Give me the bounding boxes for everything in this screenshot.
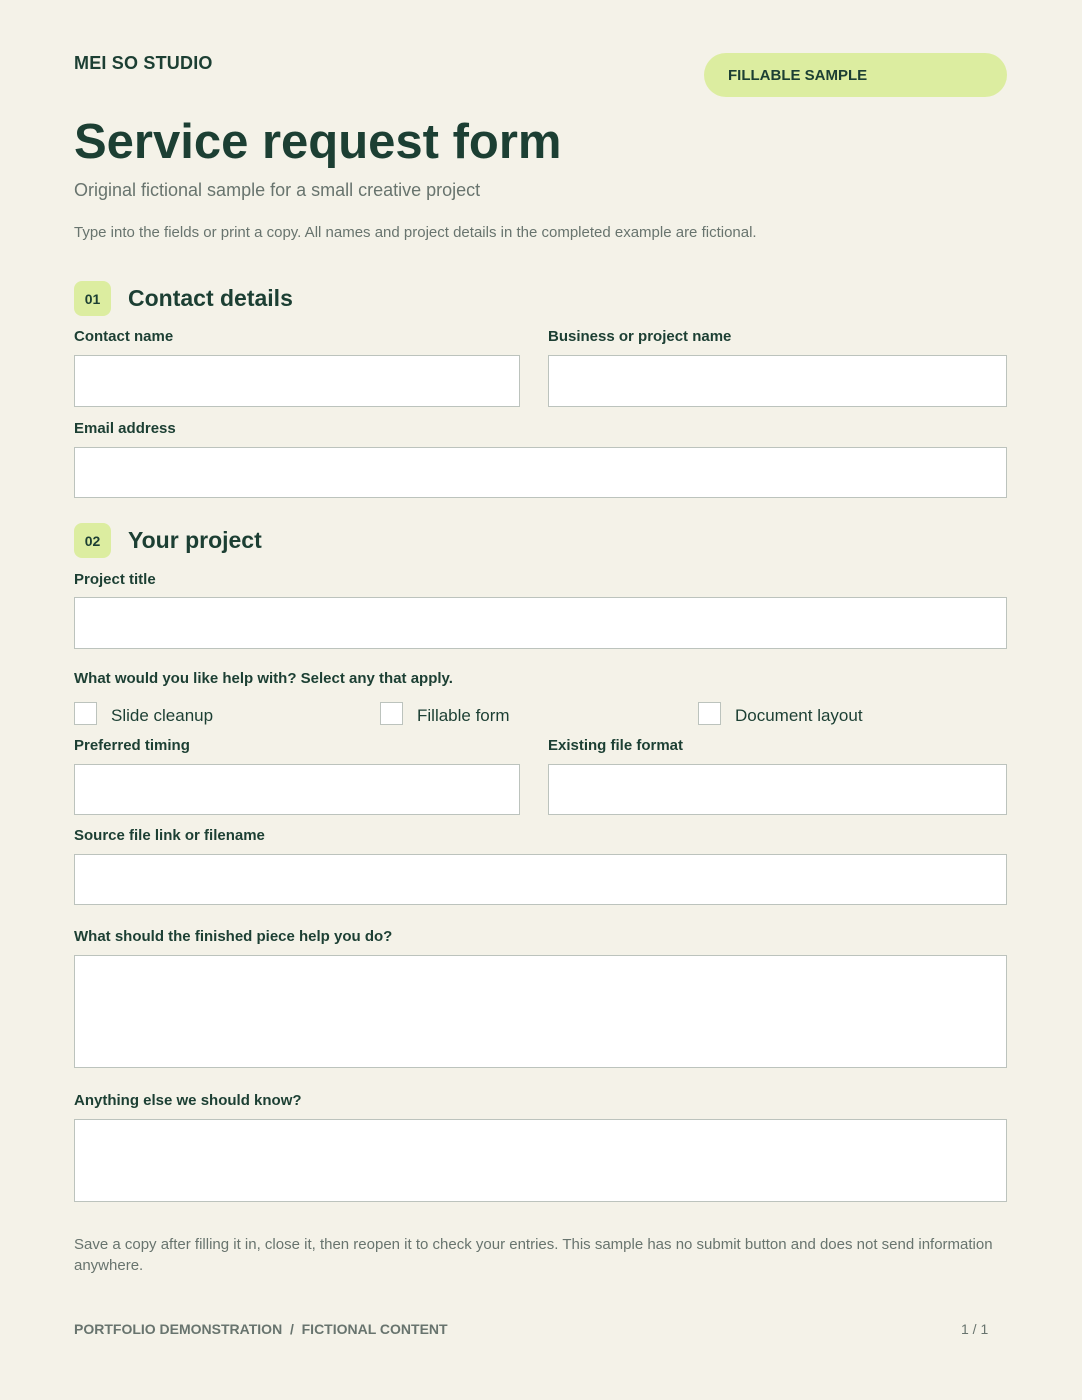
slide-cleanup-label: Slide cleanup [111,706,214,725]
document-layout-checkbox[interactable] [698,702,721,725]
section-number-contact: 01 [74,281,111,316]
goal-textarea[interactable] [74,955,1007,1068]
fillable-sample-badge [704,53,1007,97]
project-title-label: Project title [74,571,156,588]
source-file-label: Source file link or filename [74,827,265,844]
timing-field[interactable] [74,764,520,815]
source-file-field[interactable] [74,854,1007,905]
project-title-field[interactable] [74,597,1007,649]
anything-else-label: Anything else we should know? [74,1092,302,1109]
fillable-form-checkbox[interactable] [380,702,403,725]
contact-name-field[interactable] [74,355,520,407]
timing-label: Preferred timing [74,737,190,754]
page-subtitle: Original fictional sample for a small creative project [74,180,481,200]
section-number-project: 02 [74,523,111,558]
document-layout-label: Document layout [735,706,863,725]
section-title-project: Your project [128,527,262,553]
email-label: Email address [74,420,176,437]
contact-name-label: Contact name [74,328,174,345]
brand-name: MEI SO STUDIO [74,53,213,73]
email-field[interactable] [74,447,1007,498]
business-name-field[interactable] [548,355,1007,407]
slide-cleanup-checkbox[interactable] [74,702,97,725]
page-number: 1 / 1 [961,1321,989,1337]
save-note: Save a copy after filling it in, close it, then reopen it to check your entries. This sample has no submit button and does not send information anywhere. [74,1236,993,1274]
goal-label: What should the finished piece help you do? [74,928,393,945]
section-title-contact: Contact details [128,285,293,311]
file-format-field[interactable] [548,764,1007,815]
intro-text: Type into the fields or print a copy. All names and project details in the completed example are fictional. [74,224,757,241]
help-question-label: What would you like help with? Select any that apply. [74,670,453,687]
page-title: Service request form [74,115,562,169]
badge-label: FILLABLE SAMPLE [728,66,868,84]
business-name-label: Business or project name [548,328,732,345]
file-format-label: Existing file format [548,737,684,754]
anything-else-textarea[interactable] [74,1119,1007,1202]
fillable-form-label: Fillable form [417,706,510,725]
footer-label: PORTFOLIO DEMONSTRATION / FICTIONAL CONTENT [74,1321,448,1337]
